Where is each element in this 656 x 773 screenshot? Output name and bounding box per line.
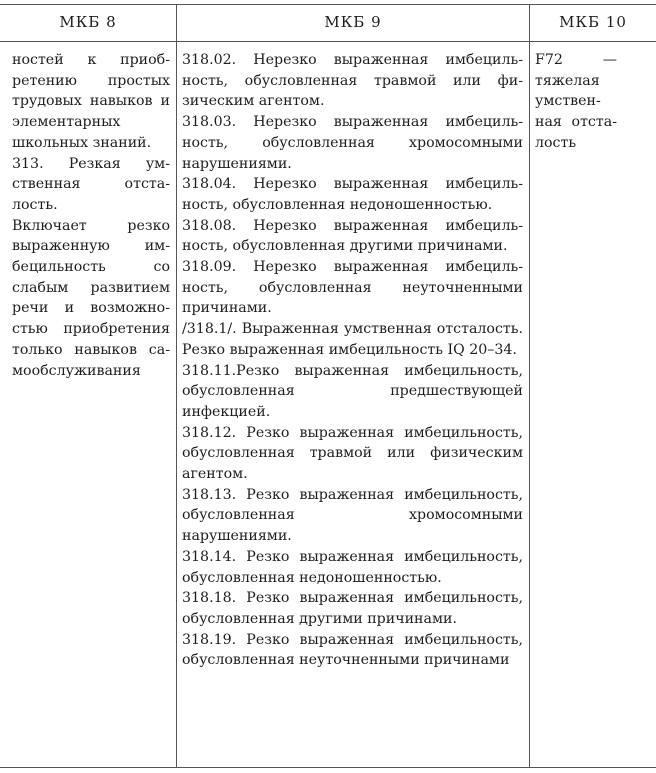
icd9-entry: 318.03. Нерезко выраженная имбецильность, обусловленная хромосомными нарушениями. (182, 114, 523, 172)
column-icd10 (535, 50, 617, 154)
column-divider-2 (529, 4, 530, 767)
header-icd10: МКБ 10 (559, 13, 627, 31)
header-divider-rule (0, 41, 656, 42)
icd9-entry: 318.04. Нерезко выраженная имбецильность, обусловленная недоношенностью. (182, 176, 523, 213)
header-icd9: МКБ 9 (324, 13, 382, 31)
icd9-entry: 318.13. Резко выраженная имбецильность, обусловленная хромосомными нарушениями. (182, 486, 523, 545)
table-bottom-rule (0, 767, 656, 768)
column-icd9 (182, 50, 523, 671)
column-icd8 (12, 50, 170, 381)
column-divider-1 (176, 4, 177, 767)
icd9-entry: 318.09. Нерезко выраженная имбецильность, обусловленная неуточненными причинами. (182, 259, 523, 317)
icd9-entry: /318.1/. Выраженная умственная отсталость. Резко выраженная имбецильность IQ 20–34. (182, 321, 523, 358)
icd9-entry: 318.08. Нерезко выраженная имбецильность, обусловленная другими причинами. (182, 217, 523, 255)
header-icd8: МКБ 8 (59, 13, 117, 31)
icd8-paragraph: ностей к приобретению простых трудовых навыков и элементарных школьных знаний. (12, 52, 170, 151)
icd10-entry: F72 — тяжелая умственная отсталость (535, 52, 617, 151)
icd8-paragraph: Включает резко выраженную имбецильность со слабым развитием речи и возможностью приобретения только навыков самообслуживания (12, 217, 170, 379)
icd9-entry: 318.14. Резко выраженная имбецильность, обусловленная недоношенностью. (182, 548, 523, 586)
icd9-entry: 318.18. Резко выраженная имбецильность, обусловленная другими причинами. (182, 590, 523, 627)
icd8-paragraph: 313. Резкая умственная отсталость. (12, 155, 170, 213)
icd9-entry: 318.02. Нерезко выраженная имбецильность, обусловленная травмой или физическим агентом. (182, 52, 523, 110)
icd9-entry: 318.19. Резко выраженная имбецильность, обусловленная неуточненными причинами (182, 631, 523, 669)
icd9-entry: 318.11.Резко выраженная имбецильность, обусловленная предшествующей инфекцией. (182, 362, 523, 420)
icd9-entry: 318.12. Резко выраженная имбецильность, обусловленная травмой или физическим агентом. (182, 424, 523, 483)
